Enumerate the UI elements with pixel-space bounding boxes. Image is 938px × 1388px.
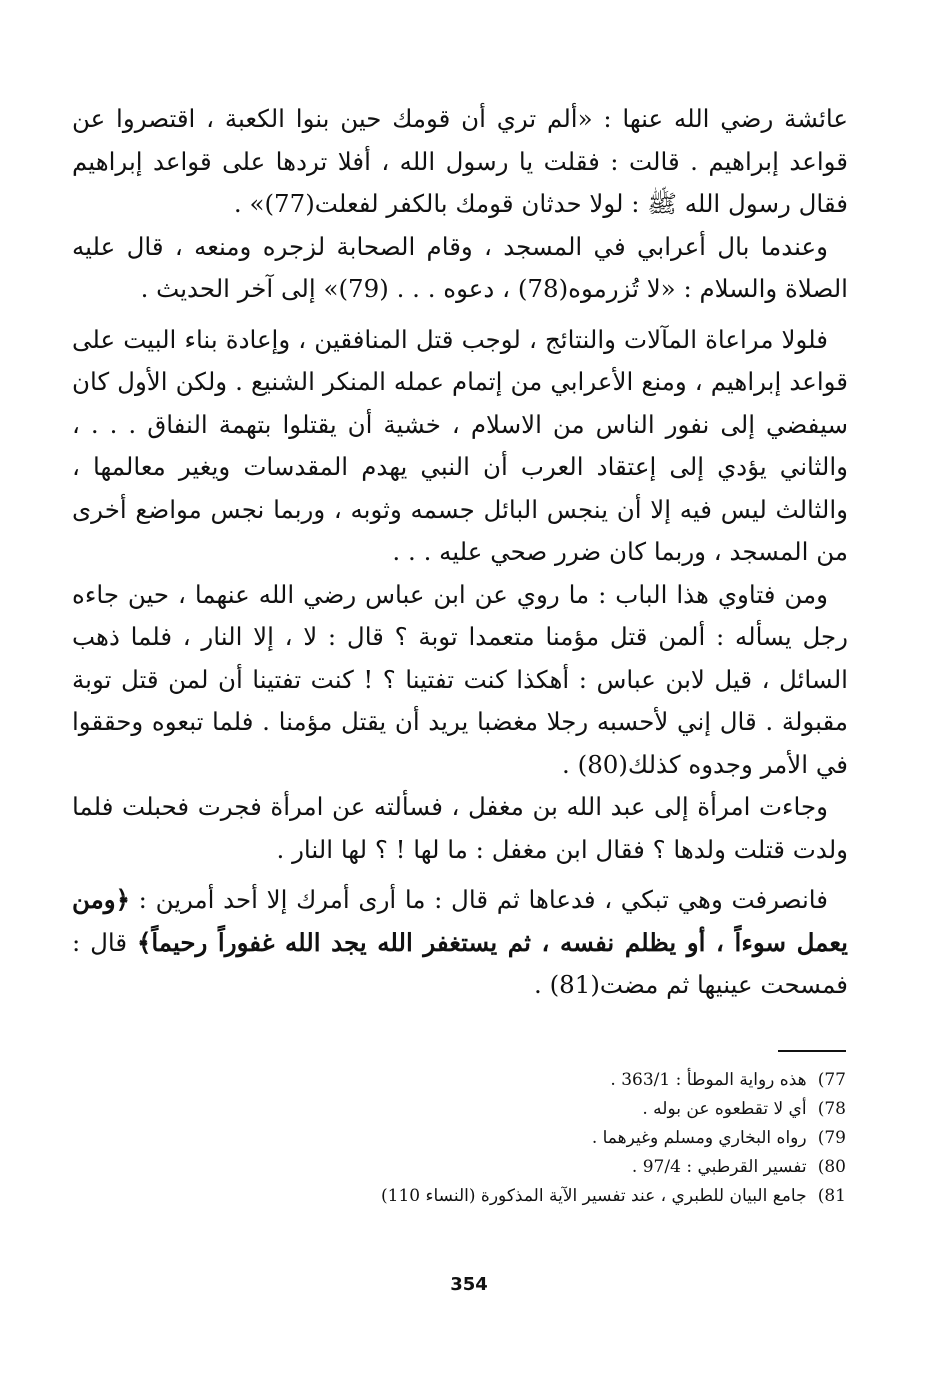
paragraph-6-lead: فانصرفت وهي تبكي ، فدعاها ثم قال : ما أرى أمرك إلا أحد أمرين : — [138, 885, 828, 914]
footnote-number: 77) — [817, 1070, 846, 1090]
paragraph-3: فلولا مراعاة المآلات والنتائج ، لوجب قتل المنافقين ، وإعادة بناء البيت على قواعد إبراهيم ، ومنع الأعرابي من إتمام عمله المنكر الشنيع . ولكن الأول كان سيفضي إلى نفور الناس من الاسلام ، خشية أن يقتلوا بتهمة النفاق . . . ، والثاني يؤدي إلى إعتقاد العرب أن النبي يهدم المقدسات ويغير معالمها ، والثالث ليس فيه إلا أن ينجس البائل جسمه وثوبه ، وربما نجس مواضع أخرى من المسجد ، وربما كان ضرر صحي عليه . . . — [72, 324, 848, 566]
paragraph-5: وجاءت امرأة إلى عبد الله بن مغفل ، فسألته عن امرأة فجرت فحبلت فلما ولدت قتلت ولدها ؟ فقال ابن مغفل : ما لها ! ؟ لها النار . — [72, 792, 848, 864]
footnote-78 — [246, 1095, 846, 1124]
footnote-77 — [246, 1066, 846, 1095]
footnote-text: تفسير القرطبي : 97/4 . — [631, 1157, 807, 1177]
footnotes — [246, 1066, 846, 1211]
paragraph-6-tail: قال : فمسحت عينيها ثم مضت(81) . — [72, 927, 848, 999]
footnote-text: أي لا تقطعوه عن بوله . — [642, 1099, 807, 1119]
footnote-number: 80) — [817, 1157, 846, 1177]
footnote-number: 81) — [817, 1186, 846, 1206]
paragraph-1: عائشة رضي الله عنها : «ألم تري أن قومك حين بنوا الكعبة ، اقتصروا عن قواعد إبراهيم . قالت : فقلت يا رسول الله ، أفلا تردها على قواعد إبراهيم فقال رسول الله ﷺ : لولا حدثان قومك بالكفر لفعلت(77)» . — [72, 104, 848, 218]
page-number: 354 — [450, 1274, 488, 1295]
paragraph-2: وعندما بال أعرابي في المسجد ، وقام الصحابة لزجره ومنعه ، قال عليه الصلاة والسلام : «لا تُزرموه(78) ، دعوه . . . (79)» إلى آخر الحديث . — [72, 231, 848, 303]
page-body — [72, 98, 848, 1007]
footnote-text: هذه رواية الموطأ : 363/1 . — [610, 1070, 807, 1090]
footnote-number: 78) — [817, 1099, 846, 1119]
paragraph-4: ومن فتاوي هذا الباب : ما روي عن ابن عباس رضي الله عنهما ، حين جاءه رجل يسأله : ألمن قتل مؤمنا متعمدا توبة ؟ قال : لا ، إلا النار ، فلما ذهب السائل ، قيل لابن عباس : أهكذا كنت تفتينا ؟ ! كنت تفتينا أن لمن قتل توبة مقبولة . قال إني لأحسبه رجلا مغضبا يريد أن يقتل مؤمنا . فلما تبعوه وحققوا في الأمر وجدوه كذلك(80) . — [72, 579, 848, 779]
footnote-80 — [246, 1153, 846, 1182]
footnote-divider — [778, 1050, 846, 1052]
paragraph-6 — [72, 879, 848, 1007]
footnote-text: جامع البيان للطبري ، عند تفسير الآية المذكورة (النساء 110) — [381, 1186, 807, 1206]
footnote-number: 79) — [817, 1128, 846, 1148]
footnote-text: رواه البخاري ومسلم وغيرهما . — [591, 1128, 807, 1148]
quran-verse: ﴿ومن يعمل سوءاً ، أو يظلم نفسه ، ثم يستغفر الله يجد الله غفوراً رحيماً﴾ — [72, 885, 848, 957]
footnote-79 — [246, 1124, 846, 1153]
footnote-81 — [246, 1182, 846, 1211]
